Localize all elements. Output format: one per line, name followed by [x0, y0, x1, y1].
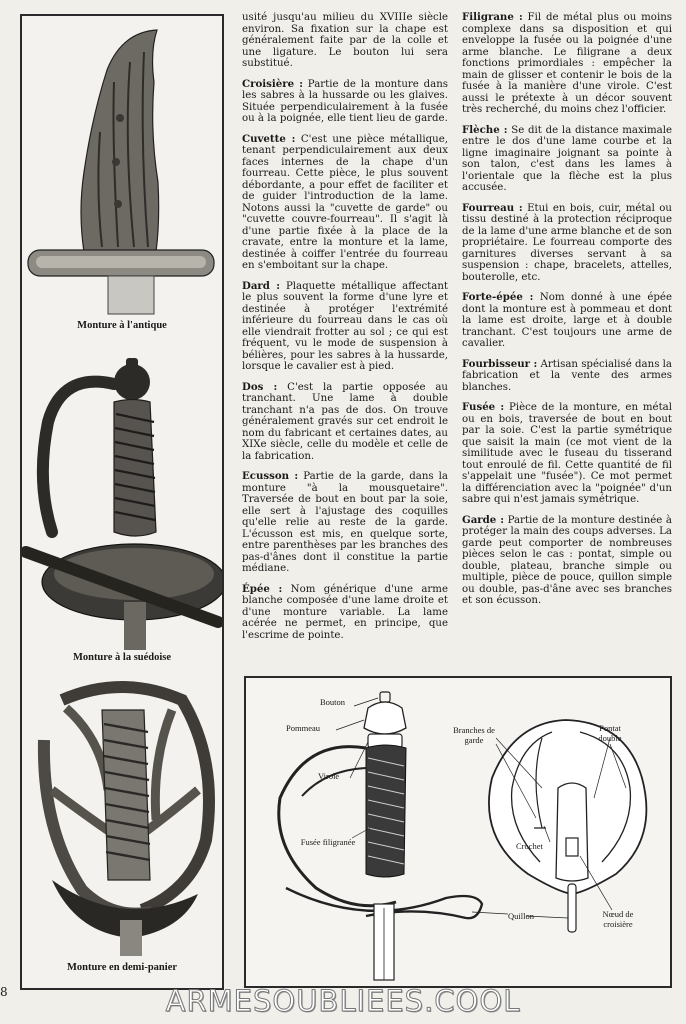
- definition: Nom donné à une épée dont la monture est à pommeau et dont la lame est droite, large et à double tranchant. C'est toujours une arme de cavalier.: [462, 292, 672, 349]
- entry-fourreau: [462, 203, 672, 284]
- illustration-panel: [20, 14, 224, 990]
- term: Croisière :: [242, 77, 303, 90]
- definition: Partie de la monture destinée à protéger la main des coups adverses. La garde peut comporter de nombreuses pièces selon le cas : pontat, simple ou double, plateau, branche simple ou multiple, pièce de pouce, quillon simple ou double, pas-d'âne avec ses branches et son écusson.: [462, 514, 672, 606]
- definition: C'est la partie opposée au tranchant. Une lame à double tranchant n'a pas de dos. On trouve généralement gravés sur cet endroit le nom du fabricant et certaines dates, au XIXe siècle, celle du modèle et celle de la fabrication.: [242, 381, 448, 462]
- term: Dard :: [242, 279, 280, 292]
- definition: Se dit de la distance maximale entre le dos d'une lame courbe et la ligne imaginaire joignant sa pointe à son talon, c'est dans les lames à l'orientale que la flèche est la plus accusée.: [462, 124, 672, 193]
- label-bouton: Bouton: [320, 697, 346, 707]
- definition: Nom générique d'une arme blanche composée d'une lame droite et d'une monture variable. La lame acérée ne permet, en principe, que l'escrime de pointe.: [242, 583, 448, 641]
- caption-fig3: Monture en demi-panier: [66, 962, 178, 973]
- antique-hilt-photo: [22, 22, 222, 322]
- definition: Etui en bois, cuir, métal ou tissu destiné à la protection réciproque de la lame d'une arme blanche et de son propriétaire. Le fourreau comporte des garnitures diverses servant à sa suspension : chape, bracelets, attelles, bouterolle, etc.: [462, 202, 672, 283]
- entry-cuvette: [242, 134, 448, 272]
- definition: Pièce de la monture, en métal ou en bois, traversée de bout en bout par la soie. C'est la partie symétrique que saisit la main (ce mot vient de la similitude avec le fuseau du tisserand tout enroulé de fil. Cette quantité de fil s'appelait une "fusée"). Ce mot permet la différenciation avec la "poignée" d'un sabre qui n'est jamais symétrique.: [462, 402, 672, 505]
- definition: Artisan spécialisé dans la fabrication et la vente des armes blanches.: [462, 358, 672, 393]
- term: Ecusson :: [242, 470, 299, 482]
- term: Fourbisseur :: [462, 357, 538, 370]
- label-noeud: Nœud de croisière: [602, 909, 634, 929]
- entry-forte-epee: [462, 292, 672, 350]
- hilt-diagram: [244, 676, 672, 988]
- definition: C'est une pièce métallique, tenant perpendiculairement aux deux faces internes de la chape d'un fourreau. Cette pièce, le plus souvent débordante, a pour effet de faciliter et de guider l'introduction de la lame. Notons aussi la "cuvette de garde" ou "cuvette couvre-fourreau". Il s'agit là d'une partie fixée à la place de la cravate, entre la monture et la lame, destinée à coiffer l'entrée du fourreau en s'emboitant sur la chape.: [242, 133, 449, 271]
- entry-filigrane: [462, 12, 672, 116]
- term: Cuvette :: [242, 132, 296, 145]
- label-crochet: Crochet: [516, 841, 543, 851]
- definition: Partie de la garde, dans la monture "à la mousquetaire". Traversée de bout en bout par la soie, elle sert à l'ajustage des coquilles qu'elle relie au reste de la garde. L'écusson est mis, en quelque sorte, entre parenthèses par les branches des pas-d'ânes dont il constitue la partie médiane.: [242, 471, 448, 574]
- label-quillon: Quillon: [508, 911, 534, 921]
- entry-epee: [242, 584, 448, 642]
- half-basket-hilt-photo: [22, 680, 222, 960]
- definition: Plaquette métallique affectant le plus souvent la forme d'une lyre et destinée à protéger l'extrémité inférieure du fourreau dans le cas où elle viendrait frotter au sol ; ce qui est fréquent, vu le mode de suspension à bélières, pour les sabres à la hussarde, lorsque le cavalier est à pied.: [242, 280, 449, 372]
- label-pommeau: Pommeau: [286, 723, 320, 733]
- term: Fourreau :: [462, 201, 523, 214]
- entry-dard: [242, 281, 448, 373]
- definition: Partie de la monture dans les sabres à la hussarde ou les glaives. Située perpendiculairement à la fusée ou à la poignée, elle tient lieu de garde.: [242, 78, 449, 124]
- label-pontat: Pontat double: [598, 723, 622, 743]
- continued-paragraph: usité jusqu'au milieu du XVIIIe siècle environ. Sa fixation sur la chape est généralement faite par de la colle et une ligature. Le bouton lui sera substitué.: [242, 12, 448, 69]
- label-branches: Branches de garde: [453, 725, 495, 745]
- term: Épée :: [242, 582, 283, 595]
- text-column-1: [242, 12, 448, 650]
- term: Fusée :: [462, 401, 505, 413]
- term: Dos :: [242, 380, 278, 393]
- entry-fusee: [462, 402, 672, 506]
- caption-fig2: Monture à la suédoise: [72, 652, 172, 663]
- entry-ecusson: [242, 471, 448, 575]
- definition: Fil de métal plus ou moins complexe dans sa disposition et qui enveloppe la fusée ou la poignée d'une arme blanche. Le filigrane a deux fonctions primordiales : empêcher la main de glisser et contenir le bois de la fusée à la manière d'une virole. C'est aussi le prétexte à un décor souvent très recherché, du moins chez l'officier.: [462, 12, 672, 115]
- page-number: 8: [0, 985, 8, 999]
- entry-garde: [462, 515, 672, 607]
- term: Garde :: [462, 513, 504, 526]
- term: Flèche :: [462, 123, 508, 136]
- label-virole: Virole: [318, 771, 340, 781]
- text-column-2: [462, 12, 672, 616]
- entry-dos: [242, 382, 448, 463]
- label-fusee: Fusée filigranée: [300, 837, 356, 847]
- entry-croisiere: [242, 79, 448, 125]
- swedish-hilt-photo: [22, 352, 222, 652]
- term: Forte-épée :: [462, 291, 534, 303]
- entry-fleche: [462, 125, 672, 194]
- watermark: ARMESOUBLIEES.COOL: [165, 984, 521, 1018]
- caption-fig1: Monture à l'antique: [77, 320, 167, 331]
- entry-fourbisseur: [462, 359, 672, 394]
- term: Filigrane :: [462, 11, 523, 23]
